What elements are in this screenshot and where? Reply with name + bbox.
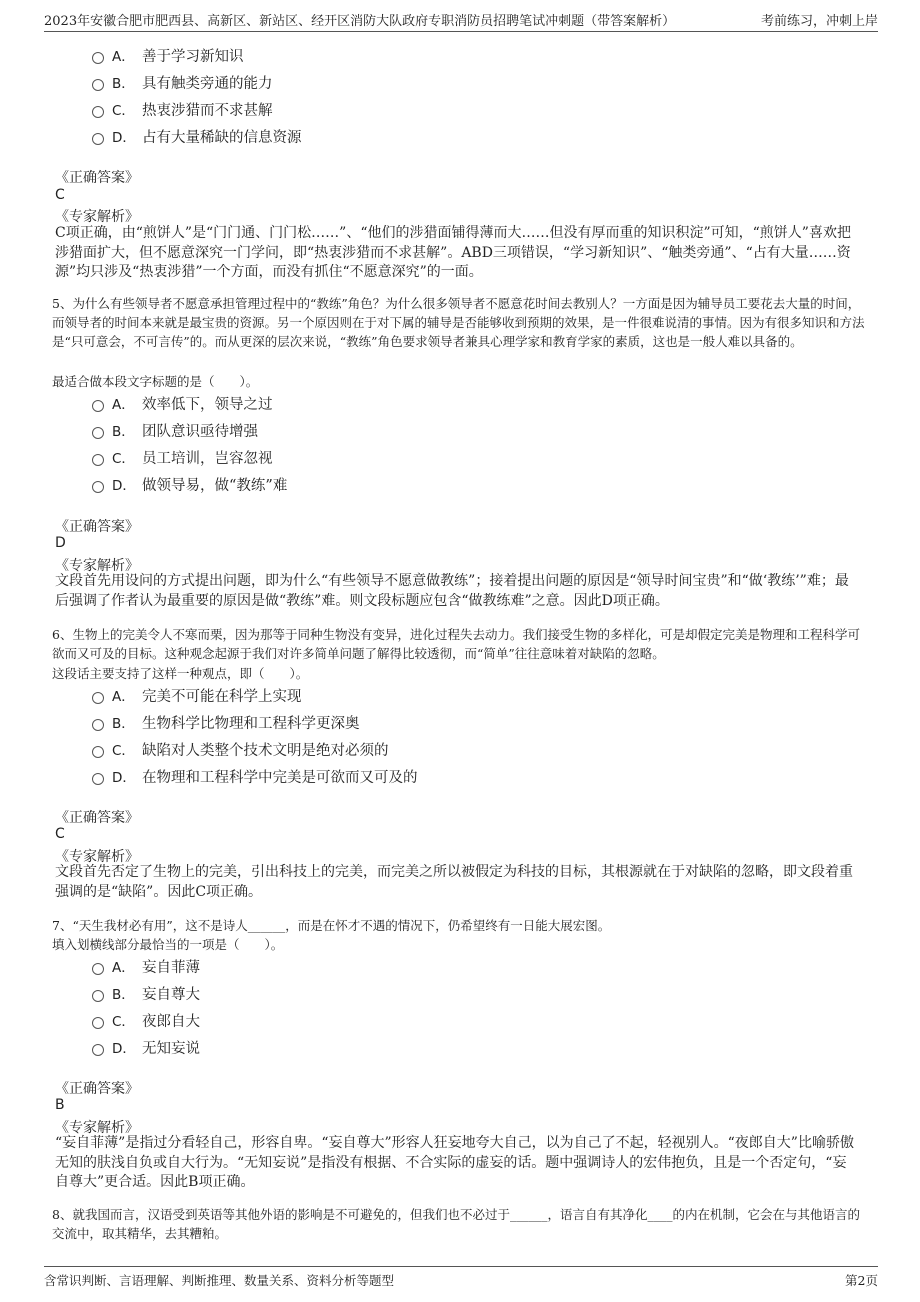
radio-icon[interactable] <box>92 454 104 466</box>
q5-option-d[interactable]: D． 做领导易，做“教练”难 <box>92 474 287 494</box>
q4-option-c[interactable]: C． 热衷涉猎而不求甚解 <box>92 99 273 119</box>
q7-analysis-heading: 《专家解析》 <box>55 1120 139 1136</box>
radio-icon[interactable] <box>92 990 104 1002</box>
footer-note: 含常识判断、言语理解、判断推理、数量关系、资料分析等题型 <box>44 1273 395 1288</box>
q6-answer: C <box>55 826 65 842</box>
q6-analysis-heading: 《专家解析》 <box>55 849 139 865</box>
header-slogan: 考前练习，冲刺上岸 <box>760 14 878 29</box>
q5-analysis-heading: 《专家解析》 <box>55 558 139 574</box>
q7-stem: 7、“天生我材必有用”，这不是诗人______，而是在怀才不遇的情况下，仍希望终有一日能大展宏图。 <box>52 918 611 933</box>
q4-answer-heading: 《正确答案》 <box>55 170 139 186</box>
q4-option-a[interactable]: A． 善于学习新知识 <box>92 45 244 65</box>
radio-icon[interactable] <box>92 773 104 785</box>
document-title: 2023年安徽合肥市肥西县、高新区、新站区、经开区消防大队政府专职消防员招聘笔试冲刺题（带答案解析） <box>44 14 676 29</box>
radio-icon[interactable] <box>92 52 104 64</box>
q6-answer-heading: 《正确答案》 <box>55 810 139 826</box>
q5-analysis: 文段首先用设问的方式提出问题，即为什么“有些领导不愿意做教练”；接着提出问题的原因是“领导时间宝贵”和“做‘教练’”难；最后强调了作者认为最重要的原因是做“教练”难。则文段标题应包含“做教练难”之意。因此D项正确。 <box>55 573 849 609</box>
radio-icon[interactable] <box>92 719 104 731</box>
header-divider <box>44 31 878 32</box>
radio-icon[interactable] <box>92 106 104 118</box>
q7-option-a[interactable]: A． 妄自菲薄 <box>92 956 200 976</box>
q4-analysis-heading: 《专家解析》 <box>55 209 139 225</box>
q8-stem: 8、就我国而言，汉语受到英语等其他外语的影响是不可避免的，但我们也不必过于______，语言自有其净化____的内在机制，它会在与其他语言的交流中，取其精华，去其糟粕。 <box>52 1207 860 1241</box>
q6-option-b[interactable]: B． 生物科学比物理和工程科学更深奥 <box>92 712 360 732</box>
q7-option-d[interactable]: D． 无知妄说 <box>92 1037 200 1057</box>
radio-icon[interactable] <box>92 79 104 91</box>
q5-answer: D <box>55 535 66 551</box>
q6-analysis: 文段首先否定了生物上的完美，引出科技上的完美，而完美之所以被假定为科技的目标，其根源就在于对缺陷的忽略，即文段着重强调的是“缺陷”。因此C项正确。 <box>55 864 853 900</box>
page-number: 第2页 <box>845 1273 878 1288</box>
radio-icon[interactable] <box>92 1044 104 1056</box>
radio-icon[interactable] <box>92 692 104 704</box>
q4-answer: C <box>55 187 65 203</box>
q4-option-d[interactable]: D． 占有大量稀缺的信息资源 <box>92 126 302 146</box>
q7-answer-heading: 《正确答案》 <box>55 1081 139 1097</box>
q5-option-b[interactable]: B． 团队意识亟待增强 <box>92 420 258 440</box>
footer-divider <box>44 1266 878 1267</box>
q5-stem: 5、为什么有些领导者不愿意承担管理过程中的“教练”角色？为什么很多领导者不愿意花时间去教别人？一方面是因为辅导员工要花去大量的时间，而领导者的时间本来就是最宝贵的资源。另一个原因则在于对下属的辅导是否能够收到预期的效果，是一件很难说清的事情。因为有很多知识和方法是“只可意会，不可言传”的。而从更深的层次来说，“教练”角色要求领导者兼具心理学家和教育学家的素质，这也是一般人难以具备的。 <box>52 296 865 349</box>
q5-option-c[interactable]: C． 员工培训，岂容忽视 <box>92 447 273 467</box>
q7-prompt: 填入划横线部分最恰当的一项是（ ）。 <box>52 937 284 952</box>
radio-icon[interactable] <box>92 133 104 145</box>
radio-icon[interactable] <box>92 481 104 493</box>
radio-icon[interactable] <box>92 400 104 412</box>
q7-option-b[interactable]: B． 妄自尊大 <box>92 983 200 1003</box>
q6-option-c[interactable]: C． 缺陷对人类整个技术文明是绝对必须的 <box>92 739 389 759</box>
radio-icon[interactable] <box>92 963 104 975</box>
q6-option-a[interactable]: A． 完美不可能在科学上实现 <box>92 685 302 705</box>
q6-prompt: 这段话主要支持了这样一种观点，即（ ）。 <box>52 666 309 681</box>
q7-option-c[interactable]: C． 夜郎自大 <box>92 1010 200 1030</box>
q5-answer-heading: 《正确答案》 <box>55 519 139 535</box>
q5-prompt: 最适合做本段文字标题的是（ ）。 <box>52 374 259 389</box>
q5-option-a[interactable]: A． 效率低下，领导之过 <box>92 393 273 413</box>
radio-icon[interactable] <box>92 746 104 758</box>
q4-analysis: C项正确，由“煎饼人”是“门门通、门门松……”、“他们的涉猎面铺得薄而大……但没有厚而重的知识积淀”可知，“煎饼人”喜欢把涉猎面扩大，但不愿意深究一门学问，即“热衷涉猎而不求甚解”。ABD三项错误，“学习新知识”、“触类旁通”、“占有大量……资源”均只涉及“热衷涉猎”一个方面，而没有抓住“不愿意深究”的一面。 <box>55 225 851 280</box>
radio-icon[interactable] <box>92 1017 104 1029</box>
q7-analysis: “妄自菲薄”是指过分看轻自己，形容自卑。“妄自尊大”形容人狂妄地夸大自己，以为自己了不起，轻视别人。“夜郎自大”比喻骄傲无知的肤浅自负或自大行为。“无知妄说”是指没有根据、不合实际的虚妄的话。题中强调诗人的宏伟抱负，且是一个否定句，“妄自尊大”更合适。因此B项正确。 <box>55 1135 854 1190</box>
radio-icon[interactable] <box>92 427 104 439</box>
q6-stem: 6、生物上的完美令人不寒而栗，因为那等于同种生物没有变异，进化过程失去动力。我们接受生物的多样化，可是却假定完美是物理和工程科学可欲而又可及的目标。这种观念起源于我们对许多简单问题了解得比较透彻，而“简单”往往意味着对缺陷的忽略。 <box>52 627 860 661</box>
q7-answer: B <box>55 1097 65 1113</box>
q6-option-d[interactable]: D． 在物理和工程科学中完美是可欲而又可及的 <box>92 766 418 786</box>
q4-option-b[interactable]: B． 具有触类旁通的能力 <box>92 72 273 92</box>
